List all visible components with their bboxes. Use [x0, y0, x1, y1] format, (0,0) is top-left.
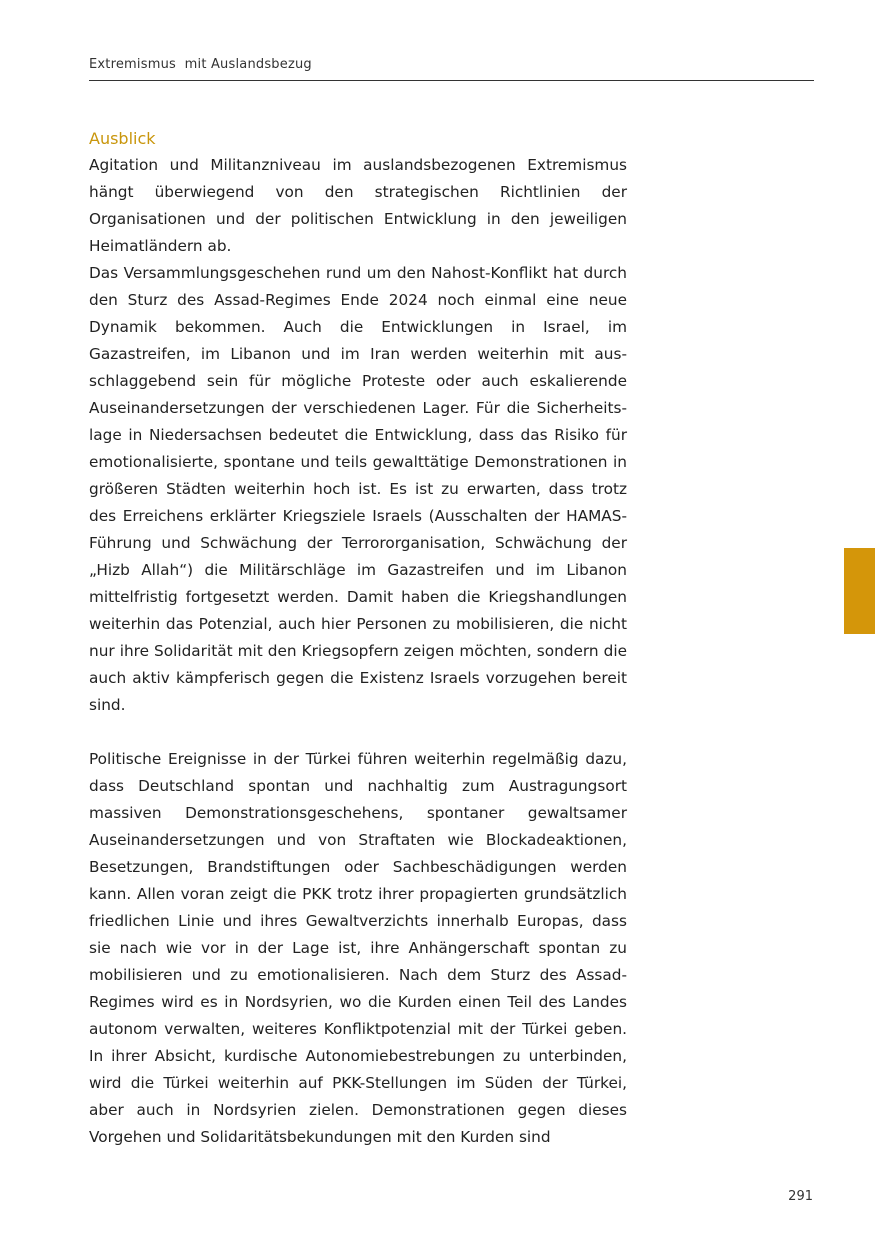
header-title: Extremismus mit Auslandsbezug: [89, 57, 312, 72]
running-header: [89, 56, 814, 81]
page-number: 291: [788, 1189, 813, 1204]
section-title: Ausblick: [89, 129, 156, 148]
main-content: [89, 126, 627, 1151]
paragraph-nahost: Das Versammlungsgeschehen rund um den Nahost-Konflikt hat durch den Sturz des Assad-Regimes Ende 2024 noch einmal eine neue Dynamik bekommen. Auch die Entwicklungen in Israel, im Gazastreifen, im Libanon und im Iran werden weiterhin mit ausschlaggebend sein für mögliche Proteste oder auch eskalierende Auseinandersetzungen der verschiedenen Lager. Für die Sicherheitslage in Niedersachsen bedeutet die Entwicklung, dass das Risiko für emotionalisierte, spontane und teils gewalttätige Demonstrationen in größeren Städten weiterhin hoch ist. Es ist zu erwarten, dass trotz des Erreichens erklärter Kriegsziele Israels (Ausschalten der HAMAS-Führung und Schwächung der Terrororganisation, Schwächung der „Hizb Allah“) die Militärschläge im Gazastreifen und im Libanon mittelfristig fortgesetzt werden. Damit haben die Kriegshandlungen weiterhin das Potenzial, auch hier Personen zu mobilisieren, die nicht nur ihre Solidarität mit den Kriegsopfern zeigen möchten, sondern die auch aktiv kämpferisch gegen die Existenz Israels vorzugehen bereit sind.: [89, 264, 627, 714]
chapter-tab-marker: [844, 548, 875, 634]
paragraph-tuerkei: Politische Ereignisse in der Türkei führen weiterhin regelmäßig dazu, dass Deutschland spontan und nachhaltig zum Austragungsort massiven Demonstrationsgeschehens, spontaner gewaltsamer Auseinandersetzungen und von Straftaten wie Blockadeaktionen, Besetzungen, Brandstiftungen oder Sachbeschädigungen werden kann. Allen voran zeigt die PKK trotz ihrer propagierten grundsätzlich friedlichen Linie und ihres Gewaltverzichts innerhalb Europas, dass sie nach wie vor in der Lage ist, ihre Anhängerschaft spontan zu mobilisieren und zu emotionalisieren. Nach dem Sturz des Assad-Regimes wird es in Nordsyrien, wo die Kurden einen Teil des Landes autonom verwalten, weiteres Konfliktpotenzial mit der Türkei geben. In ihrer Absicht, kurdische Autonomiebestrebungen zu unterbinden, wird die Türkei weiterhin auf PKK-Stellungen im Süden der Türkei, aber auch in Nordsyrien zielen. Demonstrationen gegen dieses Vorgehen und Solidaritätsbekundungen mit den Kurden sind: [89, 750, 627, 1146]
paragraph-intro: Agitation und Militanzniveau im auslandsbezogenen Extremismus hängt überwiegend von den strategischen Richtlinien der Organisationen und der politischen Entwicklung in den jeweiligen Heimatländern ab.: [89, 156, 627, 255]
